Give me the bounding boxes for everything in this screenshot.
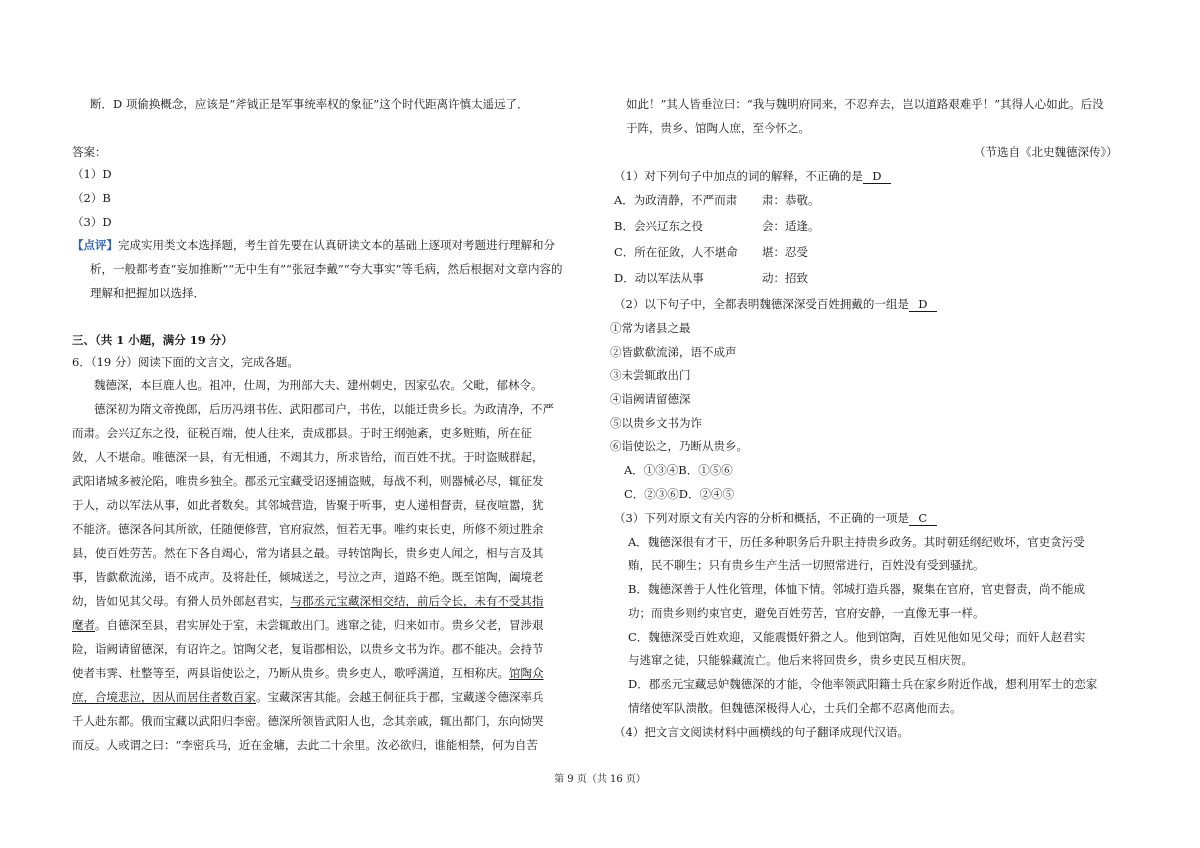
q2-stem xyxy=(614,296,937,312)
passage-line: 不能济。德深各问其所欲，任随便修营，官府寂然，恒若无事。唯约束长吏，所修不须过胜余 xyxy=(72,522,544,536)
q1-option-gloss: 堪：忍受 xyxy=(762,245,808,259)
underlined-sentence-2-end: 庶，合境悲泣，因从而居住者数百家 xyxy=(72,690,256,704)
passage-line: 德深初为隋文帝挽郎，后历冯翊书佐、武阳郡司户，书佐，以能迁贵乡长。为政清净，不严 xyxy=(94,402,554,416)
q3-stem-text: （3）下列对原文有关内容的分析和概括，不正确的一项是 xyxy=(614,511,909,525)
q1-option-gloss: 会：适逢。 xyxy=(762,219,820,233)
q1-option-gloss: 动：招致 xyxy=(762,271,808,285)
q2-item: ③未尝辄敢出门 xyxy=(610,368,691,382)
review-line-2: 析，一般都考查“妄加推断”“无中生有”“张冠李戴”“夸大事实”等毛病，然后根据对文章内容的 xyxy=(90,262,563,276)
q2-options-ab: A．①③④B．①⑤⑥ xyxy=(624,463,733,477)
intro-line: 断．D 项偷换概念，应该是“斧钺正是军事统率权的象征”这个时代距离许慎太遥远了． xyxy=(90,97,529,111)
answer-1: （1）D xyxy=(72,167,112,181)
q3-option-a-cont: 贿，民不聊生；只有贵乡生产生活一切照常进行，百姓没有受到骚扰。 xyxy=(628,558,985,572)
passage-line: 武阳诸城多被沦陷，唯贵乡独全。郡丞元宝藏受诏逐捕盗贼，每战不利，则器械必尽，辄征发 xyxy=(72,474,544,488)
q1-stem-text: （1）对下列句子中加点的词的解释，不正确的是 xyxy=(614,169,863,183)
passage-source: （节选自《北史魏德深传》） xyxy=(974,145,1118,159)
q1-option-sentence: D．动以军法从事 xyxy=(614,271,704,285)
q2-item: ④诣阙请留德深 xyxy=(610,392,691,406)
answer-2: （2）B xyxy=(72,191,111,205)
passage-line xyxy=(72,593,544,609)
passage-line: 而肃。会兴辽东之役，征税百端，使人往来，责成郡县。于时王纲弛紊，吏多赃贿，所在征 xyxy=(72,426,532,440)
q3-option-a: A．魏德深很有才干，历任多种职务后升职主持贵乡政务。其时朝廷纲纪败坏，官吏贪污受 xyxy=(628,535,1085,549)
passage-line: 如此！”其人皆垂泣曰：“我与魏明府同来，不忍弃去，岂以道路艰难乎！”其得人心如此。后没 xyxy=(626,97,1104,111)
q3-stem xyxy=(614,510,937,526)
passage-line: 魏德深，本巨鹿人也。祖冲，仕周，为刑部大夫、建州刺史，因家弘农。父毗，郁林令。 xyxy=(94,378,543,392)
q3-option-b-cont: 功；而贵乡则约束官吏，避免百姓劳苦，官府安静，一直像无事一样。 xyxy=(628,606,985,620)
passage-line xyxy=(72,665,544,681)
q4-stem: （4）把文言文阅读材料中画横线的句子翻译成现代汉语。 xyxy=(614,725,909,739)
q1-option-sentence: B．会兴辽东之役 xyxy=(614,219,703,233)
underlined-sentence-2: 馆陶众 xyxy=(509,666,544,680)
q2-stem-text: （2）以下句子中，全都表明魏德深深受百姓拥戴的一组是 xyxy=(614,297,909,311)
q1-option-a xyxy=(614,192,820,208)
q2-answer: D xyxy=(909,297,937,312)
q2-item: ⑥诣使讼之，乃断从贵乡。 xyxy=(610,439,748,453)
q2-item: ①常为诸县之最 xyxy=(610,321,691,335)
q1-stem xyxy=(614,168,891,184)
passage-line: 县，使百姓劳苦。然在下各自竭心，常为诸县之最。寻转馆陶长，贵乡吏人闻之，相与言及其 xyxy=(72,546,544,560)
passage-line: 于人，动以军法从事，如此者数矣。其邻城营造，皆聚于听事，吏人递相督责，昼夜喧嚣，犹 xyxy=(72,498,544,512)
q1-answer: D xyxy=(863,169,891,184)
passage-line xyxy=(72,689,544,705)
q3-option-d-cont: 情绪使军队溃散。但魏德深极得人心，士兵们全都不忍离他而去。 xyxy=(628,701,962,715)
passage-line: 险，诣阙请留德深，有诏许之。馆陶父老，复诣郡相讼，以贵乡文书为诈。郡不能决。会持节 xyxy=(72,642,544,656)
q1-option-sentence: A．为政清静，不严而肃 xyxy=(614,193,738,207)
q1-option-c xyxy=(614,244,808,260)
answer-label: 答案： xyxy=(72,145,107,159)
passage-line xyxy=(72,617,544,633)
passage-text: 。自德深至县，君实屏处于室，未尝辄敢出门。逃窜之徒，归来如市。贵乡父老，冒涉艰 xyxy=(95,618,544,632)
review-tag: 【点评】 xyxy=(72,238,118,252)
q3-option-d: D．郡丞元宝藏忌妒魏德深的才能，令他率领武阳籍士兵在家乡附近作战，想利用军士的恋家 xyxy=(628,677,1098,691)
section-heading: 三、（共 1 小题，满分 19 分） xyxy=(72,333,233,347)
q3-option-c: C．魏德深受百姓欢迎，又能震慑奸猾之人。他到馆陶，百姓见他如见父母；而奸人赵君实 xyxy=(628,630,1086,644)
underlined-sentence-1: 与郡丞元宝藏深相交结，前后令长，未有不受其指 xyxy=(290,594,544,608)
q3-option-c-cont: 与逃窜之徒，只能躲藏流亡。他后来将回贵乡，贵乡吏民互相庆贺。 xyxy=(628,653,973,667)
q2-item: ⑤以贵乡文书为诈 xyxy=(610,416,702,430)
q1-option-gloss: 肃：恭敬。 xyxy=(762,193,820,207)
q1-option-b xyxy=(614,218,820,234)
passage-line: 千人赴东都。俄而宝藏以武阳归李密。德深所领皆武阳人也，念其亲戚，辄出都门，东向恸哭 xyxy=(72,714,544,728)
review-text: 完成实用类文本选择题，考生首先要在认真研读文本的基础上逐项对考题进行理解和分 xyxy=(118,238,555,252)
passage-line: 而反。人或谓之曰：“李密兵马，近在金墉，去此二十余里。汝必欲归，谁能相禁，何为自苦 xyxy=(72,738,538,752)
passage-line: 敛，人不堪命。唯德深一县，有无相通，不竭其力，所求皆给，而百姓不扰。于时盗贼群起， xyxy=(72,450,544,464)
question-6-title: 6．（19 分）阅读下面的文言文，完成各题。 xyxy=(72,355,299,369)
answer-3: （3）D xyxy=(72,215,112,229)
q1-option-sentence: C．所在征敛，人不堪命 xyxy=(614,245,738,259)
underlined-sentence-1-end: 麾者 xyxy=(72,618,95,632)
passage-line: 于阵，贵乡、馆陶人庶，至今怀之。 xyxy=(626,121,810,135)
page-footer: 第 9 页（共 16 页） xyxy=(554,774,646,785)
q2-options-cd: C．②③⑥D．②④⑤ xyxy=(624,487,735,501)
q3-answer: C xyxy=(909,511,937,526)
review-line-3: 理解和把握加以选择． xyxy=(90,286,205,300)
passage-line: 事，皆歔欷流涕，语不成声。及将赴任，倾城送之，号泣之声，道路不绝。既至馆陶，阖境老 xyxy=(72,570,544,584)
review-line-1 xyxy=(72,237,555,253)
passage-text: 使者韦霁、杜整等至，两县诣使讼之，乃断从贵乡。贵乡吏人，歌呼满道，互相称庆。 xyxy=(72,666,509,680)
q1-option-d xyxy=(614,270,808,286)
passage-text: 。宝藏深害其能。会越王侗征兵于郡，宝藏遂令德深率兵 xyxy=(256,690,544,704)
passage-text: 幼，皆如见其父母。有猾人员外郎赵君实， xyxy=(72,594,291,608)
q2-item: ②皆歔欷流涕，语不成声 xyxy=(610,345,737,359)
q3-option-b: B．魏德深善于人性化管理，体恤下情。邻城打造兵器，聚集在官府，官吏督责，尚不能成 xyxy=(628,582,1085,596)
